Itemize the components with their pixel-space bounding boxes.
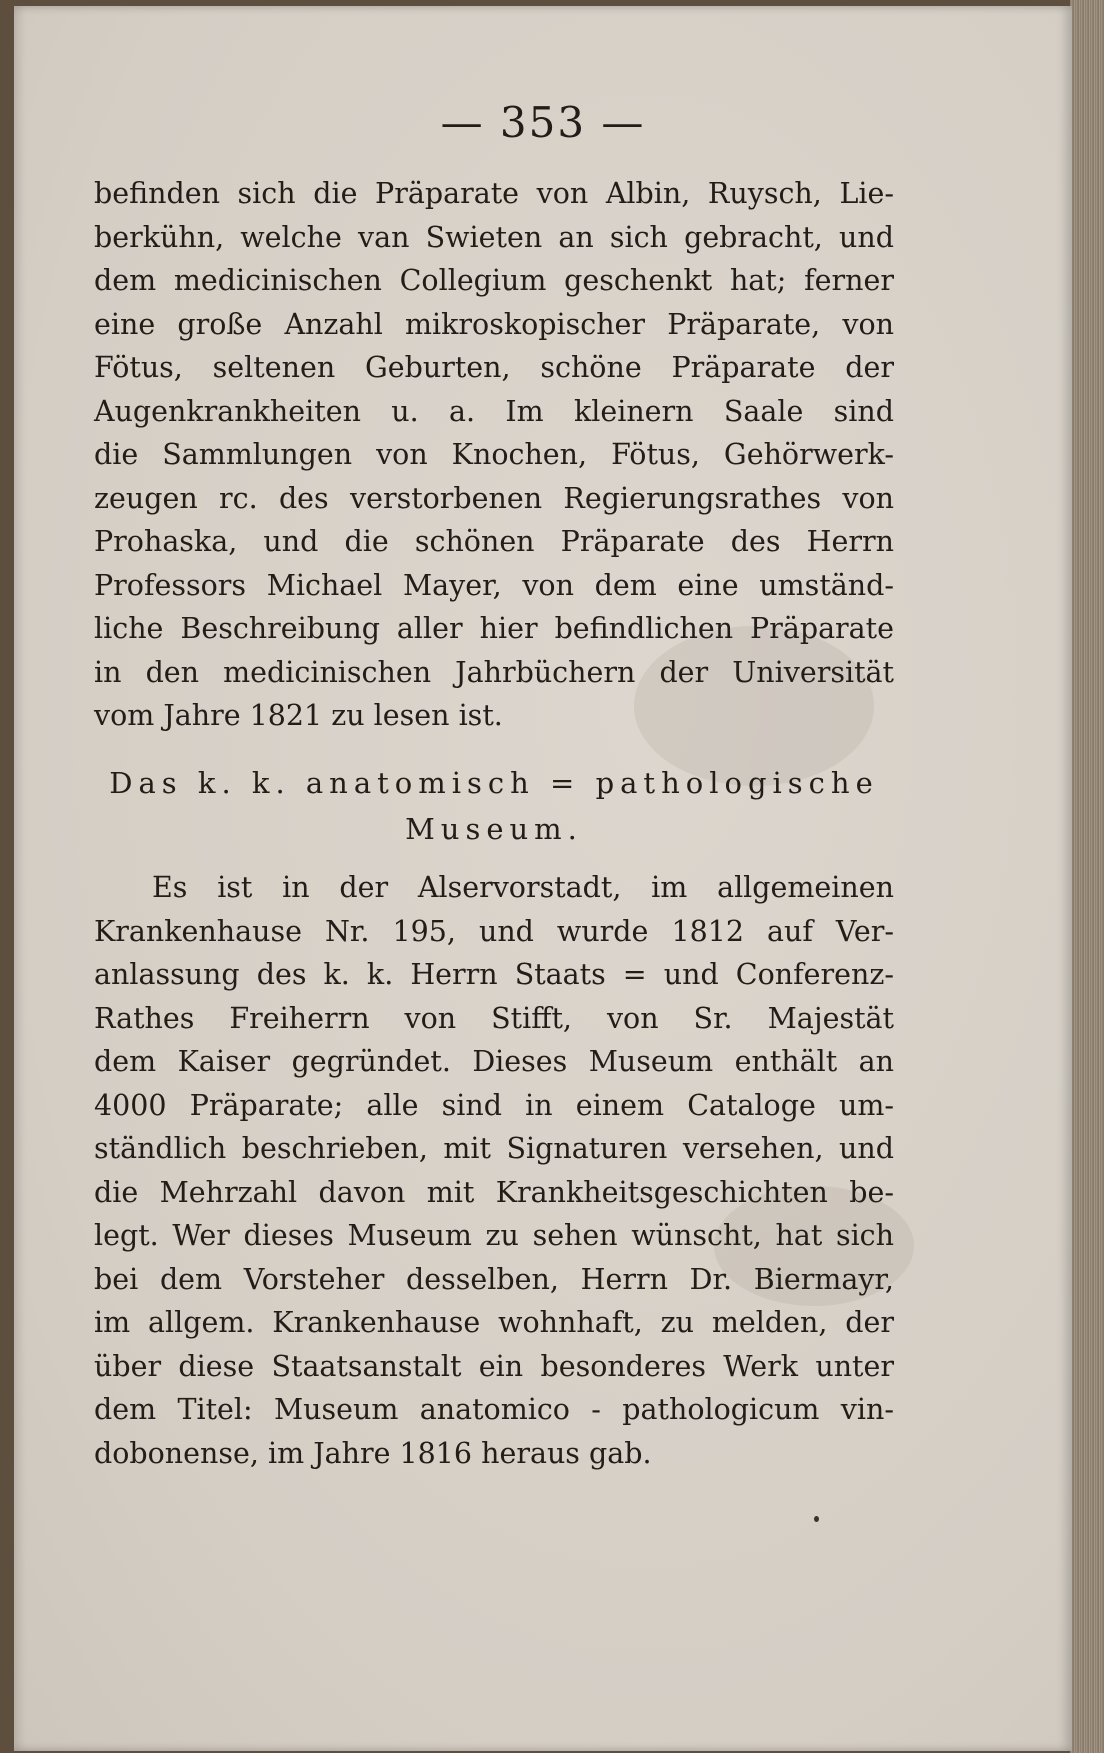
- text-line: ständlich beschrieben, mit Signaturen versehen, und: [94, 1132, 894, 1165]
- text-line: vom Jahre 1821 zu lesen ist.: [94, 699, 503, 732]
- text-line: die Sammlungen von Knochen, Fötus, Gehörwerk-: [94, 438, 894, 471]
- heading-line: Das k. k. anatomisch = pathologische: [109, 766, 879, 800]
- text-line: im allgem. Krankenhause wohnhaft, zu melden, der: [94, 1306, 894, 1339]
- text-line: Es ist in der Alservorstadt, im allgemeinen: [152, 871, 894, 904]
- text-line: zeugen rc. des verstorbenen Regierungsrathes von: [94, 481, 894, 515]
- section-heading: [94, 760, 894, 852]
- paragraph-2: [94, 866, 894, 1475]
- text-line: liche Beschreibung aller hier befindlichen Präparate: [94, 612, 894, 645]
- heading-line: Museum.: [405, 812, 583, 846]
- text-line: Professors Michael Mayer, von dem eine umständ-: [94, 568, 894, 602]
- text-line: in den medicinischen Jahrbüchern der Universität: [94, 655, 894, 689]
- paragraph-1: [94, 172, 894, 738]
- book-page-edges: [1070, 0, 1104, 1753]
- text-line: Rathes Freiherrn von Stifft, von Sr. Majestät: [94, 1001, 894, 1035]
- text-line: bei dem Vorsteher desselben, Herrn Dr. Biermayr,: [94, 1262, 894, 1296]
- text-line: dobonense, im Jahre 1816 heraus gab.: [94, 1436, 652, 1470]
- text-line: berkühn, welche van Swieten an sich gebracht, und: [94, 220, 894, 254]
- page-sheet: [14, 6, 1072, 1751]
- text-line: die Mehrzahl davon mit Krankheitsgeschichten be-: [94, 1175, 894, 1209]
- text-line: Fötus, seltenen Geburten, schöne Präparate der: [94, 351, 894, 384]
- text-line: eine große Anzahl mikroskopischer Präparate, von: [94, 307, 894, 341]
- text-line: befinden sich die Präparate von Albin, Ruysch, Lie-: [94, 177, 894, 210]
- text-line: 4000 Präparate; alle sind in einem Cataloge um-: [94, 1088, 894, 1122]
- ink-speck: [814, 1516, 819, 1522]
- text-line: Krankenhause Nr. 195, und wurde 1812 auf Ver-: [94, 914, 894, 948]
- text-line: dem Kaiser gegründet. Dieses Museum enthält an: [94, 1045, 894, 1078]
- text-line: dem medicinischen Collegium geschenkt hat; ferner: [94, 264, 894, 297]
- text-line: dem Titel: Museum anatomico - pathologicum vin-: [94, 1393, 894, 1426]
- text-line: Augenkrankheiten u. a. Im kleinern Saale sind: [94, 394, 894, 428]
- text-line: Prohaska, und die schönen Präparate des Herrn: [94, 525, 894, 558]
- text-line: anlassung des k. k. Herrn Staats = und Conferenz-: [94, 958, 894, 991]
- page-number: — 353 —: [440, 98, 646, 147]
- text-line: über diese Staatsanstalt ein besonderes Werk unter: [94, 1349, 894, 1383]
- text-line: legt. Wer dieses Museum zu sehen wünscht, hat sich: [94, 1219, 894, 1252]
